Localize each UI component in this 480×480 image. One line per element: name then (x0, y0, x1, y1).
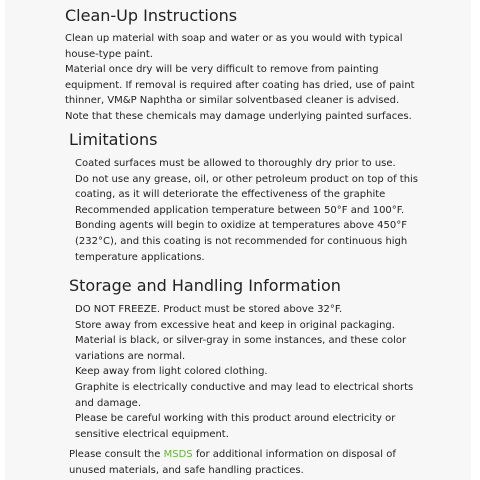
storage-line: DO NOT FREEZE. Product must be stored above 32°F. (75, 304, 343, 315)
limitations-line: Do not use any grease, oil, or other petroleum product on top of this coating, as it will deteriorate the effectiveness of the graphite (75, 173, 419, 201)
storage-line: Please be careful working with this product around electricity or sensitive electrical equipment. (75, 413, 396, 440)
storage-body (69, 302, 419, 442)
cleanup-line: Material once dry will be very difficult to remove from painting equipment. If removal is required after coating has dried, use of paint thinner, VM&P Naphtha or similar solventbased cleaner is advised. Note that these chemicals may damage underlying painted surfaces. (65, 64, 415, 122)
storage-line: Store away from excessive heat and keep in original packaging. (75, 319, 395, 331)
storage-heading: Storage and Handling Information (69, 276, 341, 295)
storage-line: Graphite is electrically conductive and may lead to electrical shorts and damage. (75, 381, 414, 409)
limitations-heading: Limitations (69, 130, 158, 149)
cleanup-body (65, 31, 425, 125)
cleanup-heading: Clean-Up Instructions (65, 6, 238, 25)
limitations-line: Bonding agents will begin to oxidize at temperatures above 450°F (232°C), and this coating is not recommended for continuous high temperature applications. (75, 220, 408, 263)
msds-note (69, 447, 419, 478)
page-content (5, 0, 471, 480)
storage-section (69, 276, 419, 442)
msds-link[interactable]: MSDS (163, 449, 193, 460)
storage-line: Keep away from light colored clothing. (75, 366, 268, 378)
limitations-body (69, 156, 419, 265)
limitations-line: Coated surfaces must be allowed to thoroughly dry prior to use. (75, 158, 396, 169)
limitations-line: Recommended application temperature between 50°F and 100°F. (75, 204, 405, 216)
limitations-section (69, 130, 419, 265)
msds-note-text: for additional information on disposal of unused materials, and safe handling practices. (69, 449, 396, 476)
storage-line: Material is black, or silver-gray in some instances, and these color variations are normal. (75, 335, 407, 362)
cleanup-line: Clean up material with soap and water or as you would with typical house-type paint. (65, 33, 403, 60)
cleanup-section (65, 6, 425, 125)
msds-note-text: Please consult the (69, 449, 164, 460)
